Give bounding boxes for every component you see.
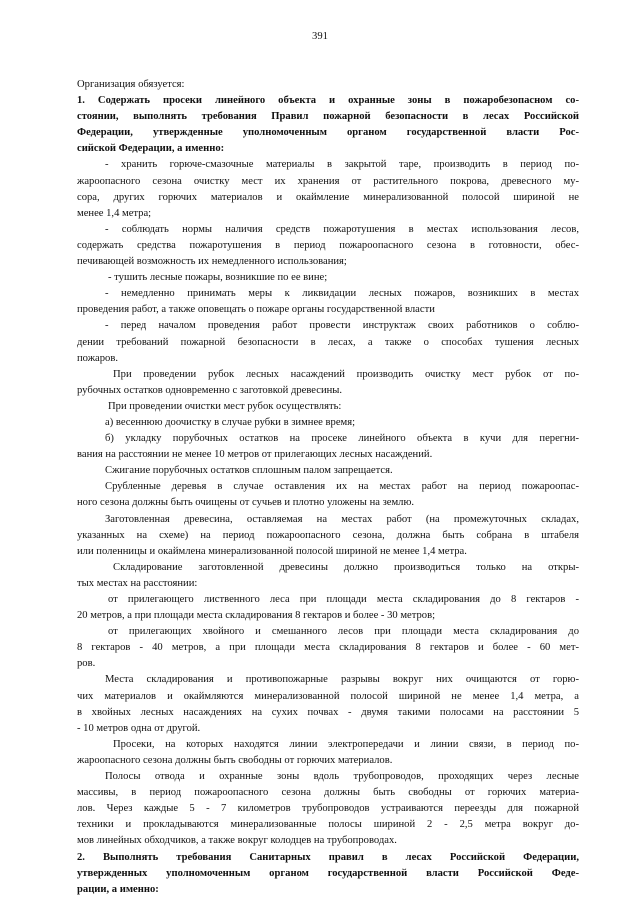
page-number: 391 (312, 31, 328, 42)
text-line: в хвойных лесных насаждениях на сухих почвах - двумя такими полосами на расстоянии 5 (77, 706, 579, 718)
text-line: утвержденных уполномоченным органом государственной власти Российской Феде- (77, 867, 579, 879)
text-line: ров. (77, 658, 96, 670)
text-line: от прилегающего лиственного леса при площади места складирования до 8 гектаров - (108, 594, 579, 605)
text-line: стоянии, выполнять требования Правил пожарной безопасности в лесах Российской (77, 111, 579, 123)
text-line: Места складирования и противопожарные разрывы вокруг них очищаются от горю- (105, 674, 579, 686)
text-line: - тушить лесные пожары, возникшие по ее вине; (108, 272, 328, 284)
text-line: тых местах на расстоянии: (77, 577, 198, 589)
text-line: Федерации, утвержденные уполномоченным органом государственной власти Рос- (77, 127, 579, 139)
text-line: Организация обязуется: (77, 79, 185, 90)
text-line: 8 гектаров - 40 метров, а при площади места складирования 8 гектаров и более - 60 мет- (77, 642, 579, 654)
text-line: пожаров. (77, 352, 118, 364)
text-line: содержать средства пожаротушения в период пожароопасного сезона в готовности, обес- (77, 239, 579, 251)
text-line: дении требований пожарной безопасности в лесах, а также о способах тушения лесных (77, 336, 579, 348)
text-line: массивы, в период пожароопасного сезона должны быть свободны от горючих материа- (77, 787, 579, 799)
text-line: - немедленно принимать меры к ликвидации лесных пожаров, возникших в местах (105, 288, 579, 300)
text-line: Просеки, на которых находятся линии электропередачи и линии связи, в период по- (113, 738, 579, 750)
document-body (77, 77, 579, 898)
text-line: сийской Федерации, а именно: (77, 143, 225, 155)
text-line: техники и прокладываются минерализованные полосы шириной 2 - 2,5 метра вокруг до- (77, 819, 579, 831)
text-line: от прилегающих хвойного и смешанного лесов при площади места складирования до (108, 626, 579, 638)
text-line: 20 метров, а при площади места складирования 8 гектаров и более - 30 метров; (77, 610, 436, 622)
text-line: чих материалов и окаймляются минерализованной полосой шириной не менее 1,4 метра, а (77, 690, 579, 702)
text-line: Полосы отвода и охранные зоны вдоль трубопроводов, проходящих через лесные (105, 771, 579, 783)
text-line: - хранить горюче-смазочные материалы в закрытой таре, производить в период по- (105, 159, 579, 171)
text-line: Сжигание порубочных остатков сплошным палом запрещается. (105, 465, 393, 477)
text-line: печивающей возможность их немедленного использования; (77, 256, 347, 268)
text-line: рубочных остатков одновременно с заготовкой древесины. (77, 384, 343, 396)
text-line: проведения работ, а также оповещать о пожаре органы государственной власти (77, 304, 435, 316)
text-line: или поленницы и окаймлена минерализованной полосой шириной не менее 1,4 метра. (77, 545, 467, 557)
text-line: мов линейных обходчиков, а также вокруг колодцев на трубопроводах. (77, 835, 397, 847)
text-line: При проведении очистки мест рубок осуществлять: (108, 400, 342, 412)
text-line: При проведении рубок лесных насаждений производить очистку мест рубок от по- (113, 368, 579, 380)
text-line: - перед началом проведения работ провести инструктаж своих работников о соблю- (105, 320, 579, 332)
text-line: Складирование заготовленной древесины должно производиться только на откры- (113, 561, 579, 573)
text-line: жароопасного сезона очистку мест их хранения от растительного покрова, древесного му- (77, 175, 579, 187)
text-line: ного сезона должны быть очищены от сучьев и плотно уложены на землю. (77, 497, 415, 509)
text-line: указанных на схеме) на период пожароопасного сезона, должна быть собрана в штабеля (77, 529, 579, 541)
text-line: сора, других горючих материалов и окаймление минерализованной полосой шириной не (77, 191, 579, 203)
text-line: рации, а именно: (77, 883, 159, 895)
text-line: б) укладку порубочных остатков на просеке линейного объекта в кучи для перегни- (105, 433, 579, 445)
text-line: 2. Выполнять требования Санитарных правил в лесах Российской Федерации, (77, 851, 579, 863)
text-line: вания на расстоянии не менее 10 метров от прилегающих лесных насаждений. (77, 449, 433, 461)
text-line: Заготовленная древесина, оставляемая на местах работ (на промежуточных складах, (105, 513, 579, 525)
text-line: лов. Через каждые 5 - 7 километров трубопроводов устраиваются переезды для пожарной (77, 803, 579, 815)
text-line: Срубленные деревья в случае оставления их на местах работ на период пожароопас- (105, 481, 579, 493)
text-line: 1. Содержать просеки линейного объекта и охранные зоны в пожаробезопасном со- (77, 95, 579, 107)
text-line: - соблюдать нормы наличия средств пожаротушения в местах использования лесов, (105, 223, 579, 235)
text-line: жароопасного сезона должны быть свободны от горючих материалов. (77, 754, 393, 766)
text-line: а) весеннюю доочистку в случае рубки в зимнее время; (105, 416, 356, 428)
text-line: - 10 метров одна от другой. (77, 722, 201, 734)
text-line: менее 1,4 метра; (77, 207, 152, 219)
